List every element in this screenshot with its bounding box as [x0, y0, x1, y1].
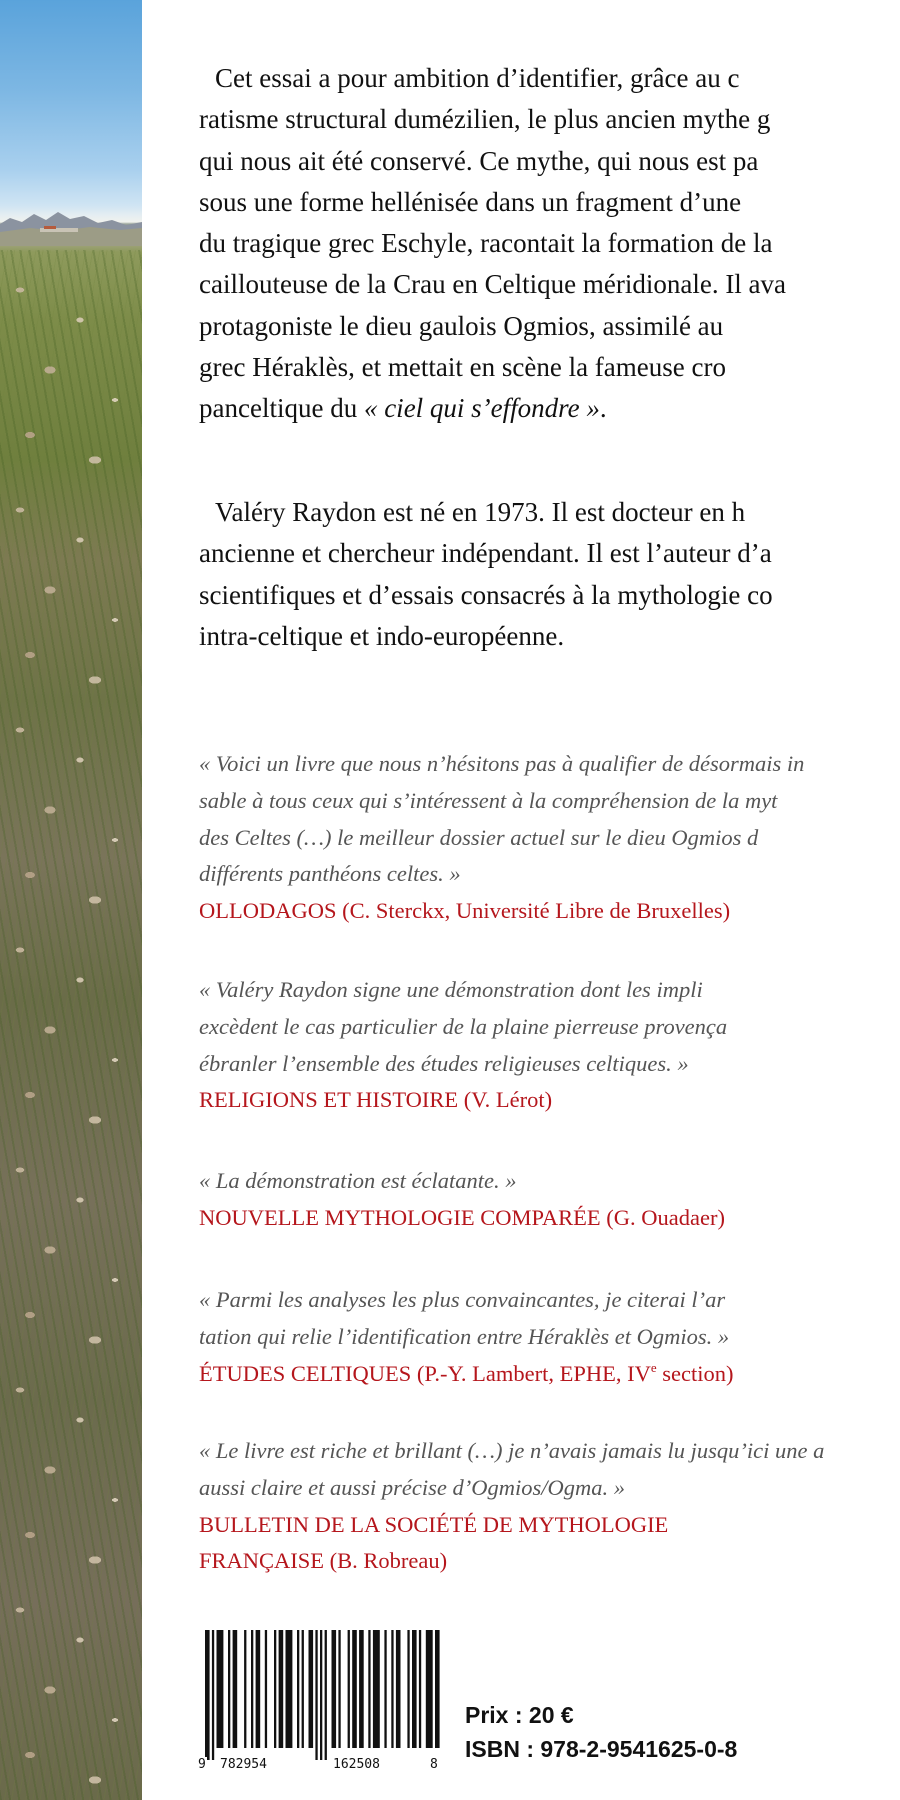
- source-line: RELIGIONS ET HISTOIRE (V. Lérot): [199, 1087, 553, 1113]
- barcode-digits: [197, 1757, 440, 1777]
- source-line: BULLETIN DE LA SOCIÉTÉ DE MYTHOLOGIE: [199, 1511, 669, 1537]
- author-bio-paragraph: [199, 492, 773, 657]
- barcode-bar: [373, 1630, 380, 1748]
- summary-line: protagoniste le dieu gaulois Ogmios, assimilé au: [199, 310, 724, 341]
- review-nouvelle-mythologie: [199, 1163, 725, 1237]
- barcode-bar: [320, 1630, 322, 1760]
- source-superscript: e: [650, 1359, 657, 1375]
- summary-line: grec Héraklès, et mettait en scène la fameuse cro: [199, 352, 726, 383]
- barcode-bar: [419, 1630, 421, 1748]
- bio-line: ancienne et chercheur indépendant. Il est l’auteur d’a: [199, 538, 772, 569]
- review-quote: [199, 1433, 824, 1507]
- quote-line: ébranler l’ensemble des études religieuses celtiques. »: [199, 1050, 689, 1076]
- quote-line: « Voici un livre que nous n’hésitons pas à qualifier de désormais in: [199, 751, 805, 776]
- review-source: [199, 1082, 727, 1119]
- source-line: OLLODAGOS (C. Sterckx, Université Libre de Bruxelles): [199, 898, 731, 924]
- summary-line: sous une forme hellénisée dans un fragment d’une: [199, 186, 742, 217]
- summary-last-suffix: .: [599, 393, 607, 424]
- review-quote: [199, 746, 804, 893]
- barcode-bar: [338, 1630, 340, 1748]
- barcode-bar: [233, 1630, 238, 1748]
- barcode-bar: [359, 1630, 364, 1748]
- quote-line: « Valéry Raydon signe une démonstration dont les impli: [199, 977, 703, 1002]
- barcode-bar: [396, 1630, 401, 1748]
- barcode-bars: [197, 1628, 440, 1760]
- source-line: FRANÇAISE (B. Robreau): [199, 1548, 448, 1574]
- summary-last-prefix: panceltique du: [199, 393, 364, 424]
- summary-line: du tragique grec Eschyle, racontait la formation de la: [199, 228, 773, 259]
- barcode-bar: [309, 1630, 314, 1748]
- summary-paragraph: [199, 58, 786, 430]
- review-quote: [199, 1163, 725, 1200]
- barcode-bar: [256, 1630, 261, 1748]
- summary-line: Cet essai a pour ambition d’identifier, grâce au c: [215, 63, 740, 93]
- quote-line: des Celtes (…) le meilleur dossier actuel sur le dieu Ogmios d: [199, 824, 759, 850]
- bio-line: scientifiques et d’essais consacrés à la mythologie co: [199, 579, 773, 610]
- quote-line: différents panthéons celtes. »: [199, 861, 461, 887]
- isbn-barcode: [197, 1628, 440, 1778]
- summary-italic-phrase: « ciel qui s’effondre »: [363, 393, 600, 424]
- barcode-bar: [348, 1630, 350, 1748]
- price-label: Prix : 20 €: [465, 1702, 574, 1728]
- quote-line: excèdent le cas particulier de la plaine pierreuse provença: [199, 1013, 728, 1039]
- review-religions-et-histoire: [199, 972, 727, 1119]
- barcode-bar: [412, 1630, 417, 1748]
- review-etudes-celtiques: [199, 1282, 734, 1392]
- barcode-bar: [435, 1630, 440, 1748]
- summary-last-line: [199, 388, 786, 429]
- isbn-label: ISBN : 978-2-9541625-0-8: [465, 1736, 738, 1762]
- barcode-digit-first: 9: [198, 1757, 206, 1772]
- cover-photo: [0, 0, 142, 1800]
- quote-line: sable à tous ceux qui s’intéressent à la compréhension de la myt: [199, 787, 778, 813]
- review-ollodagos: [199, 746, 804, 930]
- quote-line: « Le livre est riche et brillant (…) je n’avais jamais lu jusqu’ici une a: [199, 1438, 825, 1463]
- review-source: [199, 1507, 824, 1581]
- barcode-bar: [384, 1630, 386, 1748]
- review-quote: [199, 1282, 734, 1356]
- barcode-bar: [212, 1630, 214, 1760]
- barcode-bar: [426, 1630, 433, 1748]
- barcode-digit-group-right: 162508: [333, 1757, 380, 1772]
- review-quote: [199, 972, 727, 1082]
- quote-line: « Parmi les analyses les plus convaincantes, je citerai l’ar: [199, 1287, 726, 1312]
- barcode-bar: [244, 1630, 246, 1748]
- barcode-bar: [368, 1630, 370, 1748]
- quote-line: « La démonstration est éclatante. »: [199, 1168, 517, 1193]
- barcode-bar: [391, 1630, 393, 1748]
- barcode-bar: [265, 1630, 267, 1748]
- barcode-digit-last: 8: [430, 1757, 438, 1772]
- barcode-bar: [286, 1630, 293, 1748]
- barcode-bar: [297, 1630, 299, 1748]
- barcode-bar: [315, 1630, 317, 1760]
- summary-line: caillouteuse de la Crau en Celtique méridionale. Il ava: [199, 269, 787, 300]
- source-line: [199, 1356, 734, 1393]
- quote-line: aussi claire et aussi précise d’Ogmios/Ogma. »: [199, 1474, 626, 1500]
- bio-line: Valéry Raydon est né en 1973. Il est docteur en h: [215, 497, 746, 527]
- barcode-bar: [279, 1630, 284, 1748]
- barcode-bar: [332, 1630, 337, 1748]
- review-bulletin-smf: [199, 1433, 824, 1580]
- source-line: NOUVELLE MYTHOLOGIE COMPARÉE (G. Ouadaer): [199, 1204, 725, 1230]
- barcode-digit-group-left: 782954: [220, 1757, 267, 1772]
- back-cover-text: [199, 0, 900, 1800]
- barcode-bar: [302, 1630, 304, 1748]
- barcode-bar: [407, 1630, 409, 1748]
- barcode-bar: [274, 1630, 276, 1748]
- stone-texture: [0, 260, 142, 1800]
- summary-line: ratisme structural dumézilien, le plus ancien mythe g: [199, 104, 771, 135]
- summary-line: qui nous ait été conservé. Ce mythe, qui nous est pa: [199, 145, 759, 176]
- quote-line: tation qui relie l’identification entre Héraklès et Ogmios. »: [199, 1323, 730, 1349]
- bio-line: intra-celtique et indo-européenne.: [199, 620, 565, 651]
- barcode-bar: [228, 1630, 230, 1748]
- distant-hills: [0, 206, 142, 246]
- barcode-bar: [205, 1630, 210, 1760]
- barcode-bar: [352, 1630, 357, 1748]
- review-source: [199, 1356, 734, 1393]
- barcode-bar: [251, 1630, 253, 1748]
- barcode-bar: [217, 1630, 224, 1748]
- price-block: [465, 1698, 737, 1766]
- source-prefix: ÉTUDES CELTIQUES (P.-Y. Lambert, EPHE, IV: [199, 1360, 651, 1386]
- barcode-bar: [325, 1630, 327, 1760]
- review-source: [199, 1200, 725, 1237]
- review-source: [199, 893, 804, 930]
- source-suffix: section): [656, 1360, 734, 1386]
